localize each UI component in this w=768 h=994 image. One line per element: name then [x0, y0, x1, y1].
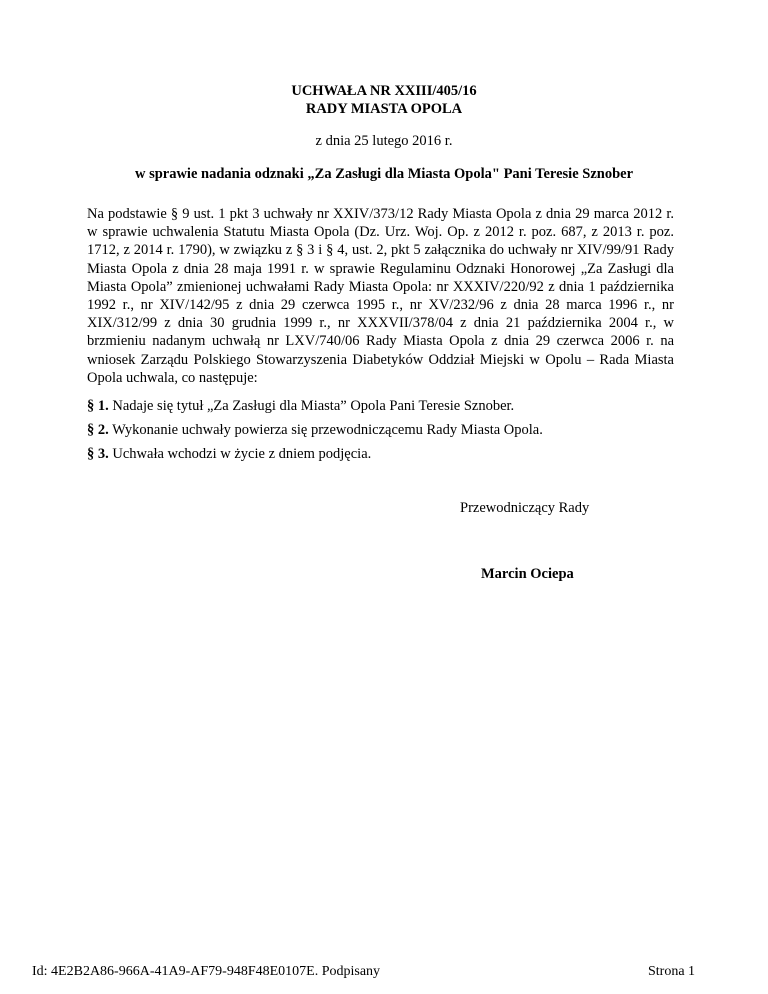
- section-2-text: Wykonanie uchwały powierza się przewodniczącemu Rady Miasta Opola.: [108, 422, 543, 438]
- resolution-date: z dnia 25 lutego 2016 r.: [315, 133, 453, 149]
- section-3-text: Uchwała wchodzi w życie z dniem podjęcia.: [108, 446, 372, 462]
- section-1-text: Nadaje się tytuł „Za Zasługi dla Miasta” Opola Pani Teresie Sznober.: [108, 398, 515, 414]
- section-2-label: § 2.: [87, 422, 109, 438]
- signatory-role: Przewodniczący Rady: [460, 500, 590, 516]
- page-number: Strona 1: [648, 964, 696, 979]
- section-3-label: § 3.: [87, 446, 109, 462]
- resolution-subject: w sprawie nadania odznaki „Za Zasługi dla Miasta Opola" Pani Teresie Sznober: [134, 166, 634, 182]
- document-id-footer: Id: 4E2B2A86-966A-41A9-AF79-948F48E0107E. Podpisany: [32, 964, 381, 979]
- section-3: [87, 445, 687, 463]
- legal-basis-paragraph: Na podstawie § 9 ust. 1 pkt 3 uchwały nr XXIV/373/12 Rady Miasta Opola z dnia 29 marca 2012 r. w sprawie uchwalenia Statutu Miasta Opola (Dz. Urz. Woj. Op. z 2012 r. poz. 687, z 2013 r. poz. 1712, z 2014 r. 1790), w związku z § 3 i § 4, ust. 2, pkt 5 załącznika do uchwały nr XIV/99/91 Rady Miasta Opola z dnia 28 maja 1991 r. w sprawie Regulaminu Odznaki Honorowej „Za Zasługi dla Miasta Opola” zmienionej uchwałami Rady Miasta Opola: nr XXXIV/220/92 z dnia 1 października 1992 r., nr XIV/142/95 z dnia 29 czerwca 1995 r., nr XV/232/96 z dnia 28 marca 1996 r., nr XIX/312/99 z dnia 30 grudnia 1999 r., nr XXXVII/378/04 z dnia 21 października 2004 r., w brzmieniu nadanym uchwałą nr LXV/740/06 Rady Miasta Opola z dnia 29 czerwca 2006 r. na wniosek Zarządu Polskiego Stowarzyszenia Diabetyków Oddział Miejski w Opolu – Rada Miasta Opola uchwala, co następuje:: [87, 206, 674, 386]
- section-2: [87, 421, 687, 439]
- section-1: [87, 397, 687, 415]
- resolution-number-title: UCHWAŁA NR XXIII/405/16: [291, 83, 477, 99]
- signatory-name: Marcin Ociepa: [481, 566, 574, 582]
- section-1-label: § 1.: [87, 398, 109, 414]
- council-name-title: RADY MIASTA OPOLA: [305, 101, 463, 117]
